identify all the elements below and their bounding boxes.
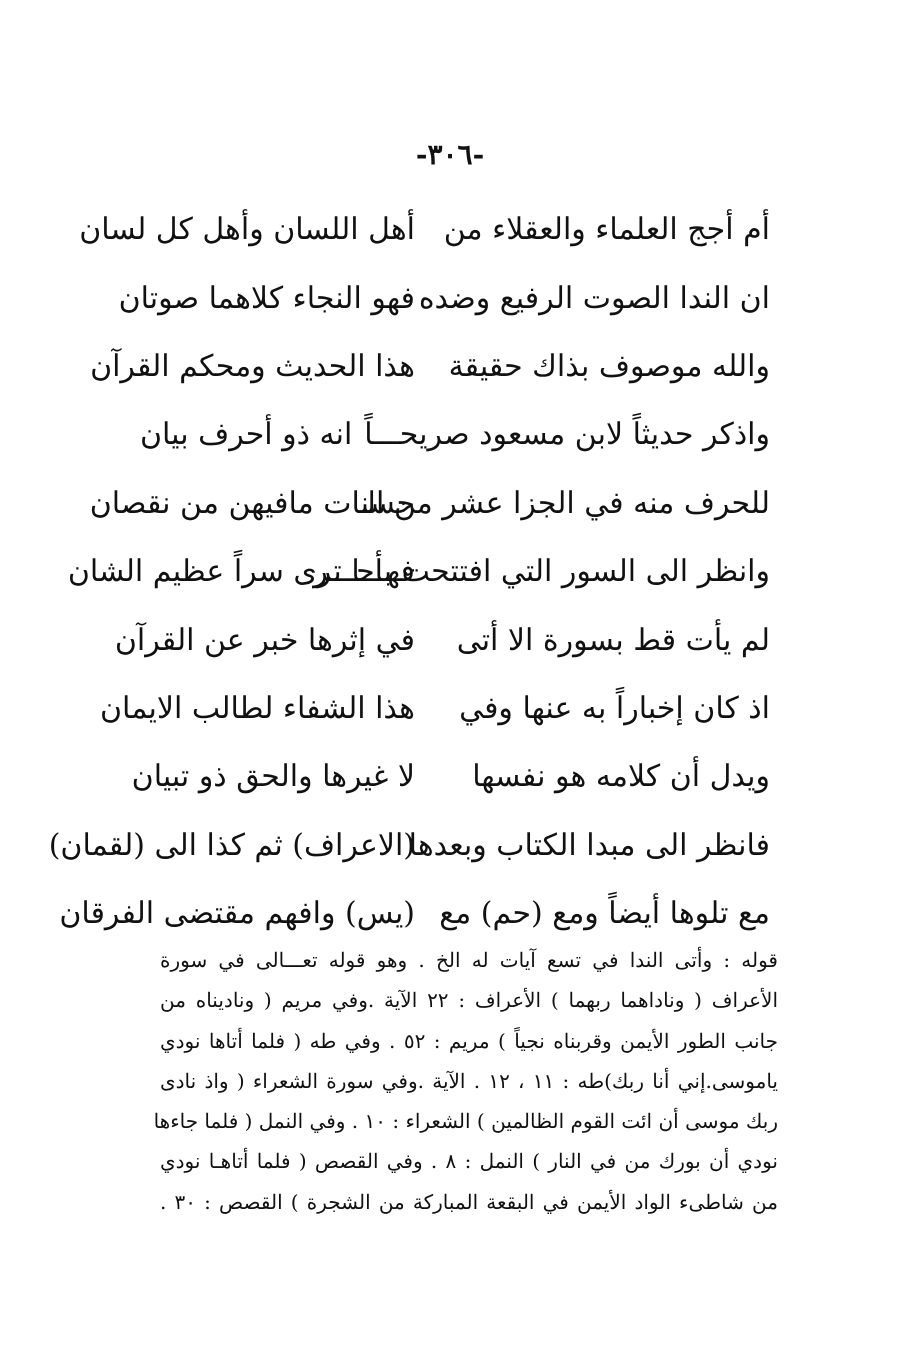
commentary-line: ربك موسى أن ائت القوم الظالمين ) الشعراء : ١٠ . وفي النمل ( فلما جاءها <box>153 1109 778 1134</box>
verse-second-hemistich: فهو النجاء كلاهما صوتان <box>118 280 415 316</box>
page-number: -٣٠٦- <box>415 138 485 171</box>
poem-verses <box>48 196 770 948</box>
verse-second-hemistich: هذا الشفاء لطالب الايمان <box>100 690 415 726</box>
verse-first-hemistich: ويدل أن كلامه هو نفسها <box>472 759 770 795</box>
verse-first-hemistich: واذكر حديثاً لابن مسعود صريحـــاً <box>364 417 770 453</box>
verse-second-hemistich: أهل اللسان وأهل كل لسان <box>79 212 415 248</box>
verse-first-hemistich: ان الندا الصوت الرفيع وضده <box>418 280 770 316</box>
verse-second-hemistich: فهـــا ترى سراً عظيم الشان <box>67 554 415 590</box>
commentary-footnote <box>153 940 779 1222</box>
verse-second-hemistich: هذا الحديث ومحكم القرآن <box>90 348 415 384</box>
verse-line <box>140 401 770 469</box>
verse-first-hemistich: للحرف منه في الجزا عشر من الـ <box>358 485 770 521</box>
verse-first-hemistich: وانظر الى السور التي افتتحت بأحـــر <box>313 554 770 590</box>
verse-line <box>79 196 770 264</box>
commentary-line: ياموسى.إني أنا ربك)طه : ١١ ، ١٢ . الآية .وفي سورة الشعراء ( واذ نادى <box>160 1068 778 1093</box>
verse-second-hemistich: حسنات مافيهن من نقصان <box>89 485 415 521</box>
verse-first-hemistich: فانظر الى مبدا الكتاب وبعدها <box>408 827 770 863</box>
verse-line <box>48 812 770 880</box>
verse-first-hemistich: لم يأت قط بسورة الا أتى <box>456 622 770 658</box>
verse-line <box>90 333 770 401</box>
verse-first-hemistich: والله موصوف بذاك حقيقة <box>448 348 770 384</box>
commentary-line: الأعراف ( وناداهما ربهما ) الأعراف : ٢٢ الآية .وفي مريم ( وناديناه من <box>160 988 779 1013</box>
commentary-line: قوله : وأتى الندا في تسع آيات له الخ . وهو قوله تعـــالى في سورة <box>160 948 778 972</box>
verse-second-hemistich: انه ذو أحرف بيان <box>140 417 353 453</box>
commentary-line: من شاطىء الواد الأيمن في البقعة المباركة من الشجرة ) القصص : ٣٠ . <box>160 1189 778 1214</box>
verse-second-hemistich: (يس) وافهم مقتضى الفرقان <box>59 896 415 932</box>
verse-first-hemistich: مع تلوها أيضاً ومع (حم) مع <box>439 896 770 932</box>
verse-first-hemistich: أم أجج العلماء والعقلاء من <box>443 212 770 248</box>
verse-line <box>100 675 770 743</box>
commentary-line: نودي أن بورك من في النار ) النمل : ٨ . وفي القصص ( فلما أتاهـا نودي <box>160 1149 778 1174</box>
verse-line <box>67 538 770 606</box>
verse-second-hemistich: (الاعراف) ثم كذا الى (لقمان) <box>48 827 415 863</box>
commentary-line: جانب الطور الأيمن وقربناه نجياً ) مريم : ٥٢ . وفي طه ( فلما أتاها نودي <box>160 1028 778 1053</box>
verse-line <box>131 743 770 811</box>
verse-second-hemistich: لا غيرها والحق ذو تبيان <box>131 759 415 795</box>
verse-line <box>118 264 770 332</box>
verse-first-hemistich: اذ كان إخباراً به عنها وفي <box>459 690 770 726</box>
verse-line <box>59 880 770 948</box>
verse-second-hemistich: في إثرها خبر عن القرآن <box>114 622 415 658</box>
verse-line <box>114 606 770 674</box>
verse-line <box>89 470 770 538</box>
